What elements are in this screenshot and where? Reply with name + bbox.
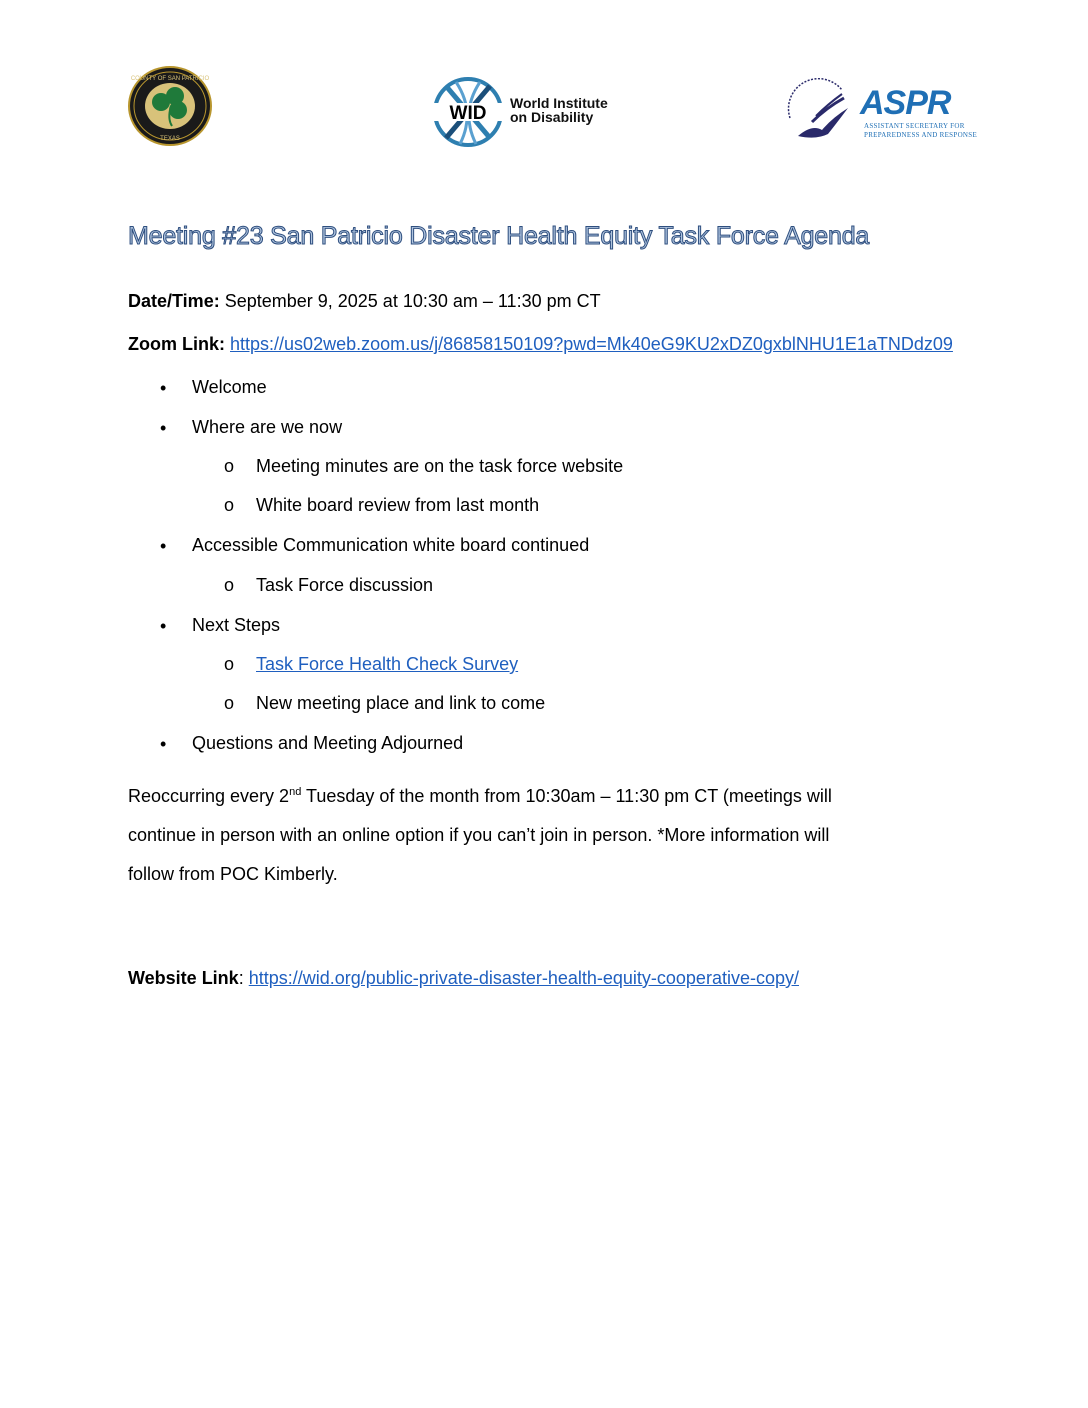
- bullet-icon: •: [160, 616, 167, 636]
- wid-mark: WID: [449, 103, 487, 124]
- recurring-text-b: Tuesday of the month from 10:30am – 11:30 pm CT (meetings will: [301, 786, 832, 806]
- sub-bullet-icon: o: [224, 495, 235, 515]
- agenda-subitem-discussion: Task Force discussion: [256, 575, 434, 595]
- website-link[interactable]: https://wid.org/public-private-disaster-health-equity-cooperative-copy/: [248, 968, 799, 988]
- county-bottom-text: TEXAS: [160, 136, 180, 142]
- aspr-sub-line1: ASSISTANT SECRETARY FOR: [864, 122, 965, 130]
- agenda-item-welcome: Welcome: [192, 377, 267, 397]
- sub-bullet-icon: o: [224, 575, 235, 595]
- bullet-icon: •: [160, 418, 167, 438]
- datetime-value: September 9, 2025 at 10:30 am – 11:30 pm CT: [219, 291, 601, 311]
- zoom-link[interactable]: https://us02web.zoom.us/j/86858150109?pwd=Mk40eG9KU2xDZ0gxblNHU1E1aTNDdz09: [230, 334, 953, 354]
- agenda-item-questions: Questions and Meeting Adjourned: [192, 733, 464, 753]
- wid-name-line1: World Institute: [510, 95, 608, 111]
- recurring-line-2: continue in person with an online option if you can’t join in person. *More information will: [128, 825, 830, 845]
- datetime-label: Date/Time:: [128, 291, 220, 311]
- zoom-label: Zoom Link:: [128, 334, 225, 354]
- agenda-subitem-new-meeting-place: New meeting place and link to come: [256, 693, 546, 713]
- recurring-line-3: follow from POC Kimberly.: [128, 864, 338, 884]
- bullet-icon: •: [160, 378, 167, 398]
- wid-logo: [432, 76, 622, 148]
- county-seal-logo: [128, 66, 212, 146]
- bullet-icon: •: [160, 536, 167, 556]
- county-ring-text: COUNTY OF SAN PATRICIO: [130, 76, 210, 82]
- agenda-item-where-are-we: Where are we now: [192, 417, 343, 437]
- datetime-row: [128, 291, 601, 312]
- survey-link[interactable]: Task Force Health Check Survey: [256, 654, 519, 674]
- agenda-subitem-whiteboard-review: White board review from last month: [256, 495, 540, 515]
- agenda-item-accessible-communication: Accessible Communication white board continued: [192, 535, 590, 555]
- aspr-mark: ASPR: [860, 84, 951, 122]
- aspr-logo: [782, 78, 978, 148]
- sub-bullet-icon: o: [224, 456, 235, 476]
- agenda-item-next-steps: Next Steps: [192, 615, 281, 635]
- website-row: [128, 968, 799, 989]
- agenda-subitem-minutes: Meeting minutes are on the task force website: [256, 456, 624, 476]
- website-separator: :: [238, 968, 249, 988]
- recurring-text-a: Reoccurring every 2: [128, 786, 290, 806]
- ordinal-suffix: nd: [289, 786, 302, 798]
- sub-bullet-icon: o: [224, 654, 235, 674]
- zoom-row: [128, 334, 953, 355]
- aspr-sub-line2: PREPAREDNESS AND RESPONSE: [864, 131, 978, 139]
- bullet-icon: •: [160, 734, 167, 754]
- website-label: Website Link: [128, 968, 239, 988]
- sub-bullet-icon: o: [224, 693, 235, 713]
- wid-name-line2: on Disability: [510, 109, 594, 125]
- recurring-line-1: [128, 786, 832, 807]
- page-title: Meeting #23 San Patricio Disaster Health Equity Task Force Agenda: [128, 222, 870, 250]
